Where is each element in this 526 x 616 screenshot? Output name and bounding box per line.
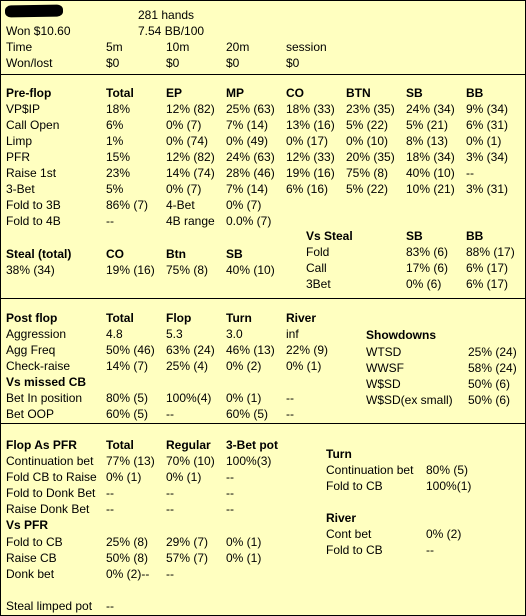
fold-4b-label: Fold to 4B [6, 214, 61, 228]
showdown-row-label: W$SD [366, 377, 401, 391]
separator [1, 298, 525, 299]
flop-pfr-row-cell: -- [166, 486, 174, 500]
turn-title: Turn [326, 447, 352, 461]
preflop-row-cell: -- [466, 166, 474, 180]
flop-pfr-row-cell: 0% (1) [166, 470, 202, 484]
turn-row-value: 80% (5) [426, 463, 469, 477]
vs-pfr-row-cell: 25% (8) [106, 535, 149, 549]
postflop-col-river: River [286, 311, 317, 325]
preflop-row-cell: 0% (7) [166, 118, 202, 132]
flop-pfr-row-cell: -- [226, 470, 234, 484]
preflop-row-cell: 5% (21) [406, 118, 449, 132]
vs-steal-row-cell: 6% (17) [466, 277, 509, 291]
postflop-row-label: Agg Freq [6, 343, 56, 357]
preflop-row-cell: 18% [106, 102, 131, 116]
preflop-row-cell: 12% (82) [166, 102, 215, 116]
missed-cb-row-label: Bet In position [6, 391, 83, 405]
fourbet-range-value: 0.0% (7) [226, 214, 272, 228]
fold-4b-value: -- [106, 214, 114, 228]
flop-pfr-col-3bet: 3-Bet pot [226, 438, 278, 452]
postflop-row-cell: 5.3 [166, 327, 183, 341]
vs-pfr-row-cell: 0% (2)-- [106, 567, 150, 581]
missed-cb-row-cell: 80% (5) [106, 391, 149, 405]
preflop-row-cell: 23% [106, 166, 131, 180]
wonlost-session: $0 [286, 56, 300, 70]
steal-co-value: 19% (16) [106, 263, 155, 277]
vs-steal-row-label: Call [306, 261, 327, 275]
postflop-row-cell: 46% (13) [226, 343, 275, 357]
vs-pfr-row-label: Donk bet [6, 567, 55, 581]
preflop-row-cell: 40% (10) [406, 166, 455, 180]
wonlost-label: Won/lost [6, 56, 53, 70]
preflop-col-bb: BB [466, 86, 484, 100]
preflop-row-cell: 18% (34) [406, 150, 455, 164]
fold-3b-value: 86% (7) [106, 198, 149, 212]
flop-pfr-title: Flop As PFR [6, 438, 77, 452]
postflop-row-cell: 50% (46) [106, 343, 155, 357]
fourbet-range-label: 4B range [166, 214, 215, 228]
vs-steal-row-label: 3Bet [306, 277, 331, 291]
flop-pfr-row-cell: 77% (13) [106, 454, 155, 468]
fourbet-label: 4-Bet [166, 198, 195, 212]
steal-col-co: CO [106, 247, 124, 261]
hands-count: 281 hands [138, 8, 195, 22]
vs-pfr-row-label: Fold to CB [6, 535, 63, 549]
preflop-row-cell: 24% (63) [226, 150, 275, 164]
postflop-row-cell: 63% (24) [166, 343, 215, 357]
preflop-row-cell: 12% (82) [166, 150, 215, 164]
wonlost-5m: $0 [106, 56, 120, 70]
showdown-row-label: WTSD [366, 345, 402, 359]
steal-btn-value: 75% (8) [166, 263, 209, 277]
preflop-row-cell: 5% (22) [346, 182, 389, 196]
vs-pfr-title: Vs PFR [6, 518, 49, 532]
time-label: Time [6, 40, 33, 54]
missed-cb-row-cell: 60% (5) [106, 407, 149, 421]
postflop-col-total: Total [106, 311, 134, 325]
flop-pfr-row-cell: 100%(3) [226, 454, 272, 468]
preflop-row-cell: 6% (31) [466, 118, 509, 132]
vs-pfr-row-cell: 57% (7) [166, 551, 209, 565]
steal-col-btn: Btn [166, 247, 186, 261]
missed-cb-row-cell: 60% (5) [226, 407, 269, 421]
flop-pfr-col-regular: Regular [166, 438, 211, 452]
preflop-col-sb: SB [406, 86, 423, 100]
postflop-row-label: Check-raise [6, 359, 71, 373]
flop-pfr-col-total: Total [106, 438, 134, 452]
preflop-row-cell: 14% (74) [166, 166, 215, 180]
vs-steal-col-sb: SB [406, 229, 423, 243]
preflop-row-cell: 6% [106, 118, 124, 132]
turn-row-value: 100%(1) [426, 479, 472, 493]
preflop-row-label: Raise 1st [6, 166, 57, 180]
preflop-row-cell: 13% (16) [286, 118, 335, 132]
vs-pfr-row-cell: 0% (1) [226, 551, 262, 565]
preflop-row-cell: 7% (14) [226, 182, 269, 196]
preflop-title: Pre-flop [6, 86, 52, 100]
showdown-row-label: W$SD(ex small) [366, 393, 453, 407]
time-col-5m: 5m [106, 40, 123, 54]
showdown-row-label: WWSF [366, 361, 404, 375]
preflop-row-cell: 0% (49) [226, 134, 269, 148]
postflop-row-cell: 25% (4) [166, 359, 209, 373]
preflop-row-cell: 10% (21) [406, 182, 455, 196]
separator [1, 74, 525, 75]
postflop-row-cell: 22% (9) [286, 343, 329, 357]
preflop-row-cell: 18% (33) [286, 102, 335, 116]
steal-col-sb: SB [226, 247, 243, 261]
flop-pfr-row-label: Raise Donk Bet [6, 502, 90, 516]
flop-pfr-row-label: Fold CB to Raise [6, 470, 97, 484]
missed-cb-row-cell: -- [166, 407, 174, 421]
vs-steal-row-cell: 17% (6) [406, 261, 449, 275]
flop-pfr-row-label: Fold to Donk Bet [6, 486, 96, 500]
preflop-row-cell: 0% (1) [466, 134, 502, 148]
postflop-row-cell: 4.8 [106, 327, 123, 341]
postflop-row-cell: 14% (7) [106, 359, 149, 373]
postflop-col-turn: Turn [226, 311, 252, 325]
vs-pfr-row-cell: 29% (7) [166, 535, 209, 549]
preflop-row-cell: 23% (35) [346, 102, 395, 116]
showdowns-title: Showdowns [366, 328, 436, 342]
vs-steal-row-cell: 0% (6) [406, 277, 442, 291]
preflop-col-mp: MP [226, 86, 244, 100]
flop-pfr-row-cell: -- [226, 486, 234, 500]
preflop-row-label: PFR [6, 150, 30, 164]
vs-steal-row-cell: 83% (6) [406, 245, 449, 259]
preflop-row-label: Limp [6, 134, 33, 148]
preflop-col-btn: BTN [346, 86, 371, 100]
missed-cb-row-cell: -- [286, 407, 294, 421]
river-title: River [326, 511, 357, 525]
vs-steal-row-cell: 6% (17) [466, 261, 509, 275]
time-col-session: session [286, 40, 327, 54]
showdown-row-value: 58% (24) [468, 361, 517, 375]
steal-limped-label: Steal limped pot [6, 599, 93, 613]
missed-cb-row-cell: -- [286, 391, 294, 405]
flop-pfr-row-cell: -- [106, 502, 114, 516]
postflop-row-cell: 0% (2) [226, 359, 262, 373]
preflop-row-cell: 25% (63) [226, 102, 275, 116]
postflop-row-cell: 0% (1) [286, 359, 322, 373]
vs-pfr-row-cell: 0% (1) [226, 535, 262, 549]
time-col-20m: 20m [226, 40, 250, 54]
steal-title: Steal (total) [6, 247, 72, 261]
river-row-label: Fold to CB [326, 543, 383, 557]
fold-3b-label: Fold to 3B [6, 198, 61, 212]
won-amount: Won $10.60 [6, 24, 71, 38]
preflop-row-cell: 24% (34) [406, 102, 455, 116]
steal-limped-value: -- [106, 599, 114, 613]
vs-steal-row-cell: 88% (17) [466, 245, 515, 259]
preflop-row-cell: 15% [106, 150, 131, 164]
vs-steal-row-label: Fold [306, 245, 330, 259]
preflop-row-label: VP$IP [6, 102, 41, 116]
preflop-row-cell: 12% (33) [286, 150, 335, 164]
missed-cb-row-cell: 0% (1) [226, 391, 262, 405]
flop-pfr-row-cell: -- [226, 502, 234, 516]
wonlost-20m: $0 [226, 56, 240, 70]
flop-pfr-row-cell: -- [106, 486, 114, 500]
vs-pfr-row-label: Raise CB [6, 551, 57, 565]
preflop-row-cell: 0% (7) [166, 182, 202, 196]
missed-cb-row-cell: 100%(4) [166, 391, 212, 405]
preflop-col-co: CO [286, 86, 304, 100]
turn-row-label: Continuation bet [326, 463, 414, 477]
preflop-row-cell: 0% (74) [166, 134, 209, 148]
time-col-10m: 10m [166, 40, 190, 54]
flop-pfr-row-cell: 70% (10) [166, 454, 215, 468]
preflop-col-total: Total [106, 86, 134, 100]
vs-steal-col-bb: BB [466, 229, 484, 243]
bb-rate: 7.54 BB/100 [138, 24, 205, 38]
preflop-row-cell: 0% (17) [286, 134, 329, 148]
preflop-row-cell: 75% (8) [346, 166, 389, 180]
turn-row-label: Fold to CB [326, 479, 383, 493]
steal-sb-value: 40% (10) [226, 263, 275, 277]
preflop-row-cell: 1% [106, 134, 124, 148]
preflop-row-cell: 19% (16) [286, 166, 335, 180]
river-row-label: Cont bet [326, 527, 372, 541]
river-row-value: 0% (2) [426, 527, 462, 541]
preflop-row-cell: 6% (16) [286, 182, 329, 196]
preflop-col-ep: EP [166, 86, 183, 100]
missed-cb-row-label: Bet OOP [6, 407, 55, 421]
preflop-row-label: 3-Bet [6, 182, 35, 196]
flop-pfr-row-label: Continuation bet [6, 454, 94, 468]
flop-pfr-row-cell: -- [166, 502, 174, 516]
postflop-title: Post flop [6, 311, 58, 325]
postflop-row-label: Aggression [6, 327, 67, 341]
preflop-row-cell: 5% [106, 182, 124, 196]
preflop-row-cell: 28% (46) [226, 166, 275, 180]
postflop-row-cell: 3.0 [226, 327, 243, 341]
missed-cb-title: Vs missed CB [6, 375, 87, 389]
preflop-row-cell: 7% (14) [226, 118, 269, 132]
showdown-row-value: 50% (6) [468, 377, 511, 391]
wonlost-10m: $0 [166, 56, 180, 70]
preflop-row-cell: 5% (22) [346, 118, 389, 132]
showdown-row-value: 50% (6) [468, 393, 511, 407]
fourbet-value: 0% (7) [226, 198, 262, 212]
preflop-row-cell: 3% (31) [466, 182, 509, 196]
preflop-row-cell: 8% (13) [406, 134, 449, 148]
preflop-row-label: Call Open [6, 118, 60, 132]
steal-total-value: 38% (34) [6, 263, 55, 277]
vs-pfr-row-cell: 50% (8) [106, 551, 149, 565]
vs-steal-title: Vs Steal [306, 229, 353, 243]
river-row-value: -- [426, 543, 434, 557]
preflop-row-cell: 0% (10) [346, 134, 389, 148]
separator [1, 423, 525, 424]
showdown-row-value: 25% (24) [468, 345, 517, 359]
postflop-row-cell: inf [286, 327, 299, 341]
preflop-row-cell: 9% (34) [466, 102, 509, 116]
preflop-row-cell: 20% (35) [346, 150, 395, 164]
flop-pfr-row-cell: 0% (1) [106, 470, 142, 484]
postflop-col-flop: Flop [166, 311, 192, 325]
player-name-redacted [5, 4, 63, 17]
vs-pfr-row-cell: -- [166, 567, 174, 581]
preflop-row-cell: 3% (34) [466, 150, 509, 164]
